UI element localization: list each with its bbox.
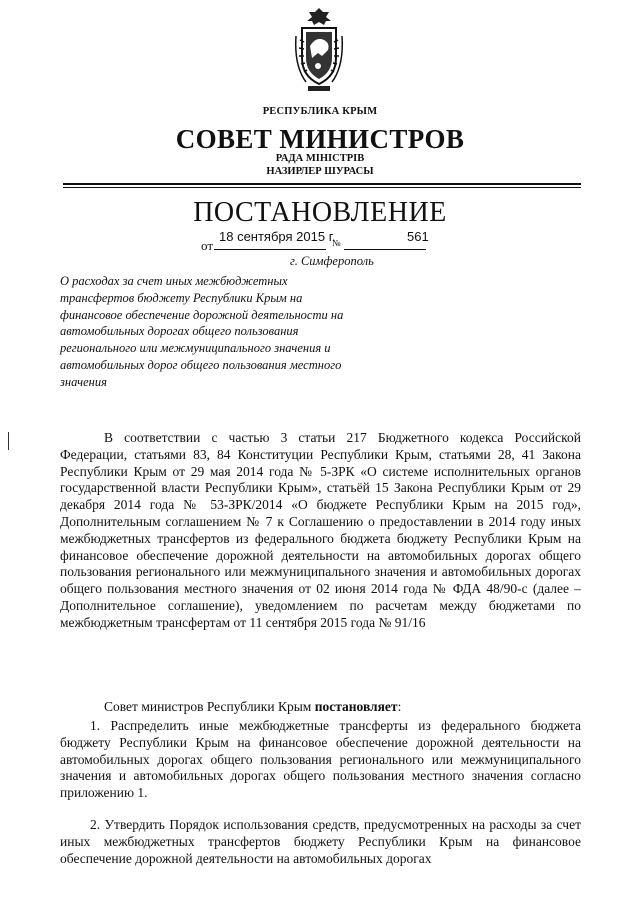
number-underline xyxy=(344,249,426,250)
republic-name: РЕСПУБЛИКА КРЫМ xyxy=(262,106,378,117)
decree-subject: О расходах за счет иных межбюджетных трансфертов бюджету Республики Крым на финансовое обеспечение дорожной деятельности на автомобильных дорогах общего пользования регионального или межмуниципального значения и автомобильных дорог общего пользования местного значения xyxy=(60,274,344,389)
resolution-lead: Совет министров Республики Крым xyxy=(104,699,312,714)
decree-date: 18 сентября 2015 г. xyxy=(219,229,336,244)
date-underline xyxy=(214,249,326,250)
clause-2: 2. Утвердить Порядок использования средств, предусмотренных на расходы за счет иных межбюджетных трансфертов бюджету Республики Крым на финансовое обеспечение дорожной деятельности на автомобильных дорогах xyxy=(60,817,581,866)
council-name-crimean-tatar: НАЗИРЛЕР ШУРАСЫ xyxy=(266,166,374,177)
margin-mark xyxy=(8,432,9,450)
council-name: СОВЕТ МИНИСТРОВ xyxy=(175,124,465,154)
city-name: г. Симферополь xyxy=(290,254,374,268)
resolution-colon: : xyxy=(397,699,402,714)
clause-1: 1. Распределить иные межбюджетные трансферты из федерального бюджета бюджету Республики Крым на финансовое обеспечение дорожной деятельности на автомобильных дорогах общего пользования регионального или межмуниципального значения и автомобильных дорогах общего пользования местного значения согласно приложению 1. xyxy=(60,718,581,801)
decree-number: 561 xyxy=(407,229,429,244)
date-prefix: от xyxy=(201,238,214,253)
preamble-paragraph: В соответствии с частью 3 статьи 217 Бюджетного кодекса Российской Федерации, статьями 83, 84 Конституции Республики Крым, статьями 28, 41 Закона Республики Крым от 29 мая 2014 года № 5-ЗРК «О системе исполнительных органов государственной власти Республики Крым», статьёй 15 Закона Республики Крым от 29 декабря 2014 года № 53-ЗРК/2014 «О бюджете Республики Крым на 2015 год», Дополнительным соглашением № 7 к Соглашению о предоставлении в 2014 году иных межбюджетных трансфертов из федерального бюджета бюджету Республики Крым на финансовое обеспечение дорожной деятельности на автомобильных дорогах общего пользования регионального или межмуниципального значения и автомобильных дорогах общего пользования местного значения от 02 июня 2014 года № ФДА 48/90-с (далее – Дополнительное соглашение), уведомлением по расчетам между бюджетами по межбюджетным трансфертам от 11 сентября 2015 года № 91/16 xyxy=(60,430,581,630)
coat-of-arms-icon xyxy=(294,6,344,94)
header-divider-thin xyxy=(63,187,581,188)
council-name-ukrainian: РАДА МІНІСТРІВ xyxy=(275,153,365,164)
resolution-statement xyxy=(60,699,581,716)
header-divider-thick xyxy=(63,183,581,185)
number-label: № xyxy=(332,238,341,248)
document-title: ПОСТАНОВЛЕНИЕ xyxy=(193,197,447,228)
resolution-verb: постановляет xyxy=(314,699,398,714)
